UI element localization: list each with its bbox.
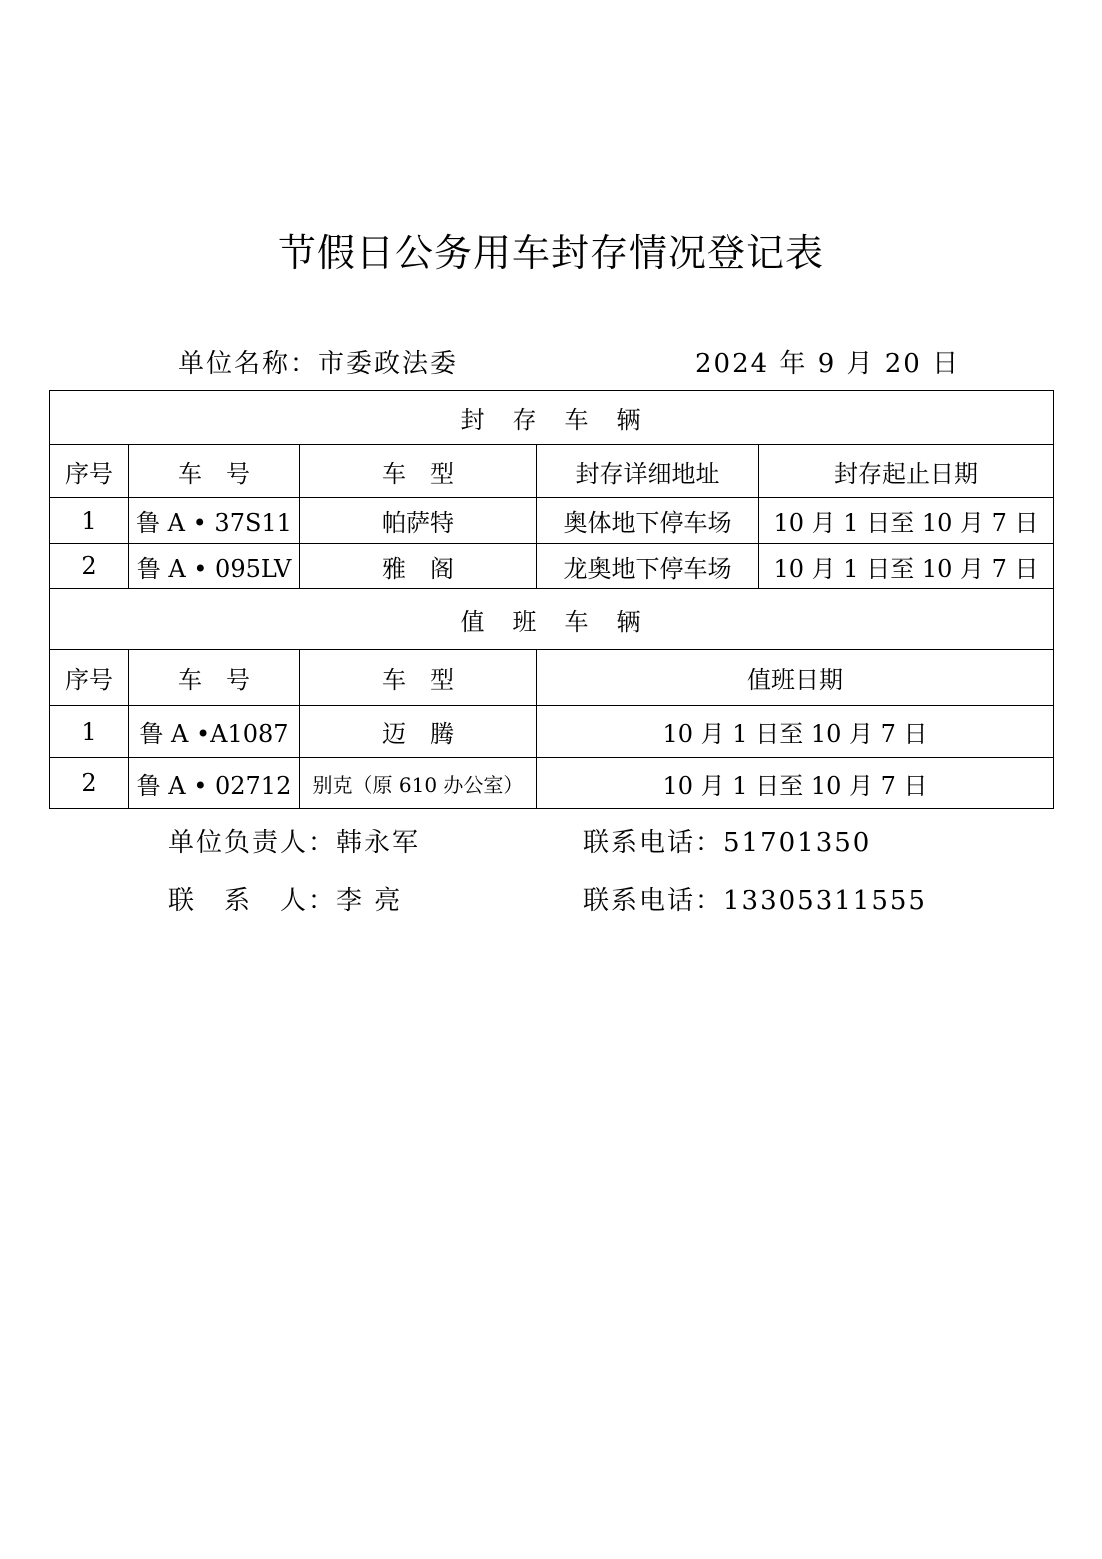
document-title: 节假日公务用车封存情况登记表 (277, 231, 824, 275)
duty-header-seq: 序号 (50, 650, 129, 706)
sealed-model: 雅 阁 (300, 544, 537, 589)
sealed-header-address: 封存详细地址 (537, 445, 759, 498)
duty-plate: 鲁 A •A1087 (129, 706, 300, 758)
contact-phone: 联系电话：13305311555 (583, 886, 927, 916)
sealed-header-plate: 车 号 (129, 445, 300, 498)
sealed-header-seq: 序号 (50, 445, 129, 498)
sealed-address: 龙奥地下停车场 (537, 544, 759, 589)
sealed-header-model: 车 型 (300, 445, 537, 498)
sealed-address: 奥体地下停车场 (537, 498, 759, 544)
sealed-seq: 1 (50, 498, 129, 544)
unit-leader: 单位负责人：韩永军 (168, 828, 421, 858)
vehicle-register-table (49, 390, 1054, 809)
duty-model: 别克（原 610 办公室） (300, 758, 537, 809)
sealed-seq: 2 (50, 544, 129, 589)
duty-seq: 2 (50, 758, 129, 809)
contact-person: 联 系 人：李 亮 (168, 886, 403, 916)
sealed-period: 10 月 1 日至 10 月 7 日 (759, 544, 1054, 589)
duty-header-date: 值班日期 (537, 650, 1054, 706)
sealed-section-title: 封 存 车 辆 (50, 391, 1054, 445)
sealed-period: 10 月 1 日至 10 月 7 日 (759, 498, 1054, 544)
duty-seq: 1 (50, 706, 129, 758)
sealed-row (50, 498, 1054, 544)
duty-section-title: 值 班 车 辆 (50, 589, 1054, 650)
duty-row (50, 758, 1054, 809)
sealed-header-period: 封存起止日期 (759, 445, 1054, 498)
duty-plate: 鲁 A • 02712 (129, 758, 300, 809)
duty-date: 10 月 1 日至 10 月 7 日 (537, 758, 1054, 809)
unit-name: 单位名称：市委政法委 (178, 349, 459, 379)
report-date: 2024 年 9 月 20 日 (695, 349, 961, 379)
sealed-row (50, 544, 1054, 589)
duty-header-model: 车 型 (300, 650, 537, 706)
unit-leader-phone: 联系电话：51701350 (583, 828, 872, 858)
sealed-plate: 鲁 A • 095LV (129, 544, 300, 589)
duty-header-plate: 车 号 (129, 650, 300, 706)
duty-row (50, 706, 1054, 758)
duty-date: 10 月 1 日至 10 月 7 日 (537, 706, 1054, 758)
sealed-plate: 鲁 A • 37S11 (129, 498, 300, 544)
duty-model: 迈 腾 (300, 706, 537, 758)
sealed-model: 帕萨特 (300, 498, 537, 544)
